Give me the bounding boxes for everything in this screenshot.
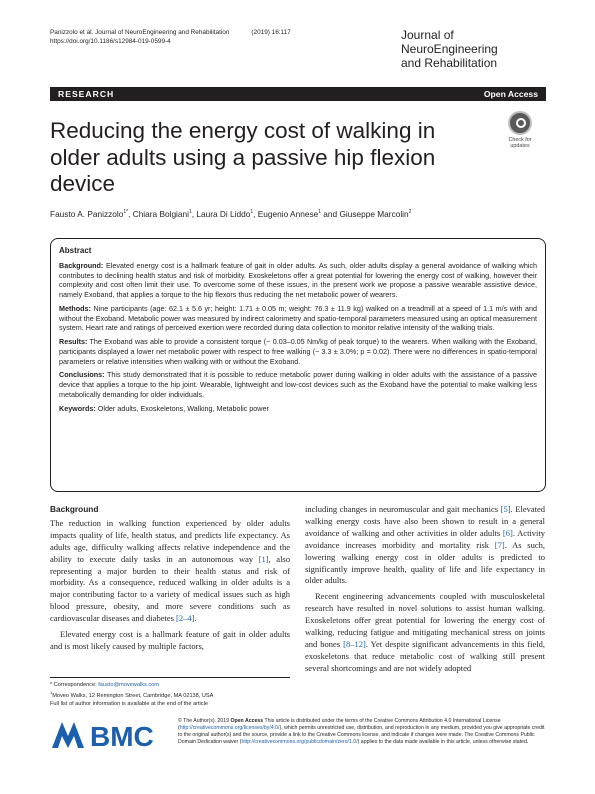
author-affiliation-sup: 2 bbox=[408, 209, 412, 216]
abstract-conclusions-label: Conclusions: bbox=[59, 370, 105, 380]
author-name: Giuseppe Marcolin bbox=[339, 209, 409, 219]
author-name: Chiara Bolgiani bbox=[132, 209, 189, 219]
journal-name-line2: and Rehabilitation bbox=[401, 56, 498, 70]
author-list bbox=[50, 209, 411, 219]
abstract-methods-label: Methods: bbox=[59, 303, 91, 313]
citation-link[interactable]: [6] bbox=[502, 527, 513, 538]
abstract-box bbox=[50, 238, 546, 492]
bmc-logo bbox=[50, 718, 162, 752]
bmc-logo-text: BMC bbox=[90, 721, 154, 752]
author-name: Eugenio Annese bbox=[257, 209, 319, 219]
abstract-conclusions-text: This study demonstrated that it is possible to reduce metabolic power during walking in older adults with the assistance of a passive device that applies a torque to the hip joint. Wearable, lightweight and low-cost devices such as the Exoband have the potential to make walking less metabolically demanding for older individuals. bbox=[59, 370, 537, 399]
citation-link[interactable]: [7] bbox=[494, 539, 505, 550]
license-url-link[interactable]: http://creativecommons.org/licenses/by/4.0/ bbox=[179, 725, 280, 732]
citation-link[interactable]: [1] bbox=[258, 553, 269, 564]
abstract-methods bbox=[59, 304, 537, 333]
abstract-results bbox=[59, 337, 537, 366]
citation-link[interactable]: [8–12] bbox=[343, 638, 366, 649]
header-doi[interactable]: https://doi.org/10.1186/s12984-019-0599-4 bbox=[50, 38, 171, 45]
section-heading: Background bbox=[50, 504, 99, 514]
abstract-conclusions bbox=[59, 370, 537, 399]
body-paragraph: Recent engineering advancements coupled with musculoskeletal research have resulted in novel solutions to assist human walking. Exoskeletons offer great potential for lowering the energy cost of walking, reducing fatigue and mitigating mechanical stress on joints and bones [8–12]. Yet despite significant advancements in this field, exoskeletons that reduce metabolic cost of walking still present several shortcomings and are not widely adopted bbox=[305, 591, 545, 673]
citation-link[interactable]: [5] bbox=[500, 504, 511, 514]
body-paragraph: The reduction in walking function experienced by older adults impacts quality of life, health status, and predicts life expectancy. As adults age, difficulty walking affects relative independence and the ability to execute daily tasks in an autonomous way [1], also representing a major burden to their health status and risk of morbidity. As a consequence, reduced walking in older adults is a major contributing factor to a variety of medical issues such as high blood pressure, obesity, and more severe conditions such as cardiovascular diseases and diabetes [2–4]. bbox=[50, 517, 290, 624]
header-year-volume: (2019) 16:117 bbox=[251, 29, 291, 36]
author-affiliation-sup: 1 bbox=[188, 209, 192, 216]
abstract-results-label: Results: bbox=[59, 337, 88, 346]
license-text: © The Author(s). 2019 Open Access This article is distributed under the terms of the Creative Commons Attribution 4.0 International License (http://creativecommons.org/licenses/by/4.0/), which permits unrestricted use, distribution, and reproduction in any medium, provided you give appropriate credit to the original author(s) and the source, provide a link to the Creative Commons license, and indicate if changes were made. The Creative Commons Public Domain Dedication waiver (http://creativecommons.org/publicdomain/zero/1.0/) applies to the data made available in this article, unless otherwise stated. bbox=[178, 718, 545, 746]
abstract-results-text: The Exoband was able to provide a consistent torque (~ 0.03–0.05 Nm/kg of peak torque) to the wearers. When walking with the Exoband, participants displayed a lower net metabolic power with respect to free walking (− 3.3 ± 3.0%; p = 0.02). There were no differences in spatio-temporal parameters or relative intensities when walking with or without the Exoband. bbox=[59, 337, 537, 366]
body-column-right bbox=[305, 504, 545, 675]
abstract-background-text: Elevated energy cost is a hallmark feature of gait in older adults. As such, older adults display a general avoidance of walking which contributes to declining health status and risk of morbidity. Exoskeletons offer a great potential for lowering the energy cost of walking, however their complexity and cost often limit their use. To overcome some of these issues, in the present work we propose a passive wearable assistive device, namely Exoband, that applies a torque to the hip flexors thus reducing the net metabolic power of wearers. bbox=[59, 260, 537, 299]
body-column-left bbox=[50, 504, 290, 653]
author-separator: , bbox=[128, 209, 133, 219]
check-updates-label: Check for updates bbox=[508, 137, 532, 150]
author-affiliation-sup: 1 bbox=[250, 209, 254, 216]
journal-name-line1: Journal of NeuroEngineering bbox=[401, 28, 498, 56]
license-oa-label: Open Access bbox=[230, 718, 264, 724]
journal-name bbox=[401, 28, 551, 70]
author-name: Laura Di Liddo bbox=[196, 209, 251, 219]
abstract-heading: Abstract bbox=[59, 246, 92, 255]
header-citation: Panizzolo et al. Journal of NeuroEngineering and Rehabilitation bbox=[50, 29, 230, 36]
full-list-note: Full list of author information is available at the end of the article bbox=[50, 700, 208, 707]
author-separator: , bbox=[191, 209, 197, 219]
citation-link[interactable]: [2–4] bbox=[176, 613, 195, 624]
footnote bbox=[50, 677, 290, 708]
abstract-keywords-label: Keywords: bbox=[59, 403, 96, 413]
author-name: Fausto A. Panizzolo bbox=[50, 209, 124, 219]
article-title: Reducing the energy cost of walking in older adults using a passive hip flexion device bbox=[50, 118, 436, 196]
affiliation-line: $^1$Moveo Walks, 12 Remington Street, Cambridge, MA 02138, USA bbox=[50, 690, 214, 699]
check-for-updates-badge[interactable] bbox=[501, 111, 539, 155]
abstract-background bbox=[59, 261, 537, 300]
author-affiliation-sup: 1* bbox=[123, 209, 129, 216]
author-separator: and bbox=[320, 209, 340, 219]
body-paragraph: including changes in neuromuscular and gait mechanics [5]. Elevated walking energy costs have also been shown to result in a general avoidance of walking and other activities in older adults [6]. Activity avoidance increases morbidity and mortality risk [7]. As such, lowering walking energy cost in older adults is predicted to significantly improve health, quality of life and life expectancy in older adults. bbox=[305, 504, 546, 586]
correspondence-line: * Correspondence: fausto@movewalks.com bbox=[50, 682, 159, 688]
correspondence-email-link[interactable]: fausto@movewalks.com bbox=[98, 682, 159, 688]
author-affiliation-sup: 1 bbox=[318, 209, 321, 216]
abstract-background-label: Background: bbox=[59, 260, 104, 270]
article-type-label: RESEARCH bbox=[58, 89, 115, 99]
bmc-mountain-icon bbox=[52, 722, 84, 748]
bmc-logo-mark bbox=[50, 718, 162, 752]
running-header bbox=[50, 28, 291, 46]
page-footer bbox=[50, 718, 546, 768]
waiver-url-link[interactable]: http://creativecommons.org/publicdomain/zero/1.0/ bbox=[241, 739, 358, 746]
article-type-bar bbox=[50, 87, 546, 101]
check-updates-icon bbox=[508, 111, 532, 135]
open-access-label: Open Access bbox=[483, 89, 538, 99]
abstract-keywords-text: Older adults, Exoskeletons, Walking, Metabolic power bbox=[97, 403, 269, 413]
body-paragraph: Elevated energy cost is a hallmark feature of gait in older adults and is most likely caused by multiple factors, bbox=[50, 629, 290, 651]
abstract-keywords bbox=[59, 404, 537, 414]
abstract-methods-text: Nine participants (age: 62.1 ± 5.6 yr; height: 1.71 ± 0.05 m; weight: 76.3 ± 11.9 kg) walked on a treadmill at a speed of 1.1 m/s with and without the Exoband. Metabolic power was measured by indirect calorimetry and spatio-temporal parameters measured using an optical measurement system. Heart rate and ratings of perceived exertion were recorded during data collection to monitor relative intensity of the walking trials. bbox=[59, 303, 537, 333]
author-separator: , bbox=[253, 209, 258, 219]
